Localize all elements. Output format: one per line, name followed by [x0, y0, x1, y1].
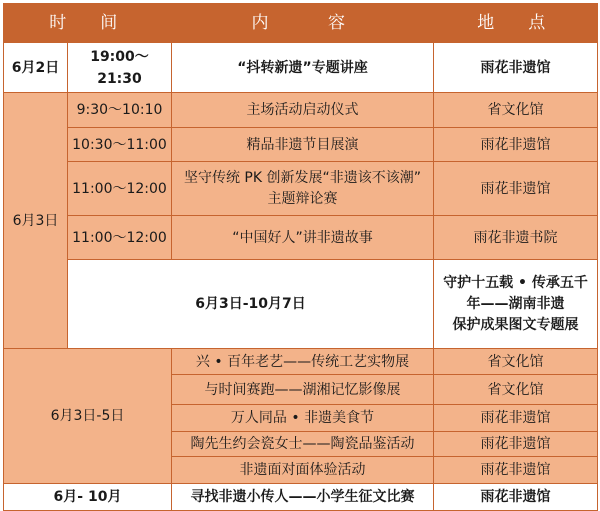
content-cell: 精品非遗节目展演: [172, 128, 434, 162]
place-cell: 省文化馆: [434, 375, 598, 405]
header-place: 地 点: [434, 4, 598, 43]
table-header-row: [4, 4, 598, 43]
header-time: 时 间: [4, 4, 172, 43]
place-cell: 雨花非遗馆: [434, 162, 598, 216]
place-cell: 雨花非遗馆: [434, 457, 598, 484]
table-row: [4, 260, 598, 349]
table-row: [4, 43, 598, 93]
date-cell: 6月3日-10月7日: [68, 260, 434, 349]
content-cell: 寻找非遗小传人——小学生征文比赛: [172, 484, 434, 511]
place-cell: 雨花非遗馆: [434, 43, 598, 93]
place-cell: 省文化馆: [434, 93, 598, 128]
table-row: [4, 93, 598, 128]
content-cell: 非遗面对面体验活动: [172, 457, 434, 484]
content-cell: [172, 162, 434, 216]
time-cell: 9:30～10:10: [68, 93, 172, 128]
place-cell: 雨花非遗书院: [434, 216, 598, 260]
table-row: [4, 349, 598, 375]
content-cell: [434, 260, 598, 349]
place-cell: 雨花非遗馆: [434, 484, 598, 511]
date-cell: 6月- 10月: [4, 484, 172, 511]
content-line-1: 守护十五载 • 传承五千年——湖南非遗: [443, 274, 588, 312]
table-row: [4, 162, 598, 216]
content-cell: 万人同品 • 非遗美食节: [172, 405, 434, 432]
time-cell: 19:00～21:30: [68, 43, 172, 93]
event-schedule-table: [3, 3, 598, 511]
time-cell: 11:00～12:00: [68, 162, 172, 216]
place-cell: 雨花非遗馆: [434, 432, 598, 457]
date-cell: 6月2日: [4, 43, 68, 93]
date-cell: 6月3日: [4, 93, 68, 349]
header-content: 内 容: [172, 4, 434, 43]
content-line-1: 坚守传统 PK 创新发展“非遗该不该潮”: [183, 169, 422, 186]
content-cell: 与时间赛跑——湖湘记忆影像展: [172, 375, 434, 405]
place-cell: 雨花非遗馆: [434, 405, 598, 432]
content-cell: “抖转新遗”专题讲座: [172, 43, 434, 93]
place-cell: 省文化馆: [434, 349, 598, 375]
content-cell: 陶先生约会瓷女士——陶瓷品鉴活动: [172, 432, 434, 457]
table-row: [4, 128, 598, 162]
content-line-2: 保护成果图文专题展: [452, 316, 579, 333]
content-line-2: 主题辩论赛: [267, 190, 338, 207]
time-cell: 11:00～12:00: [68, 216, 172, 260]
content-cell: 主场活动启动仪式: [172, 93, 434, 128]
place-cell: 雨花非遗馆: [434, 128, 598, 162]
time-cell: 10:30～11:00: [68, 128, 172, 162]
date-cell: 6月3日-5日: [4, 349, 172, 484]
content-cell: 兴 • 百年老艺——传统工艺实物展: [172, 349, 434, 375]
table-row: [4, 484, 598, 511]
content-cell: “中国好人”讲非遗故事: [172, 216, 434, 260]
table-row: [4, 216, 598, 260]
